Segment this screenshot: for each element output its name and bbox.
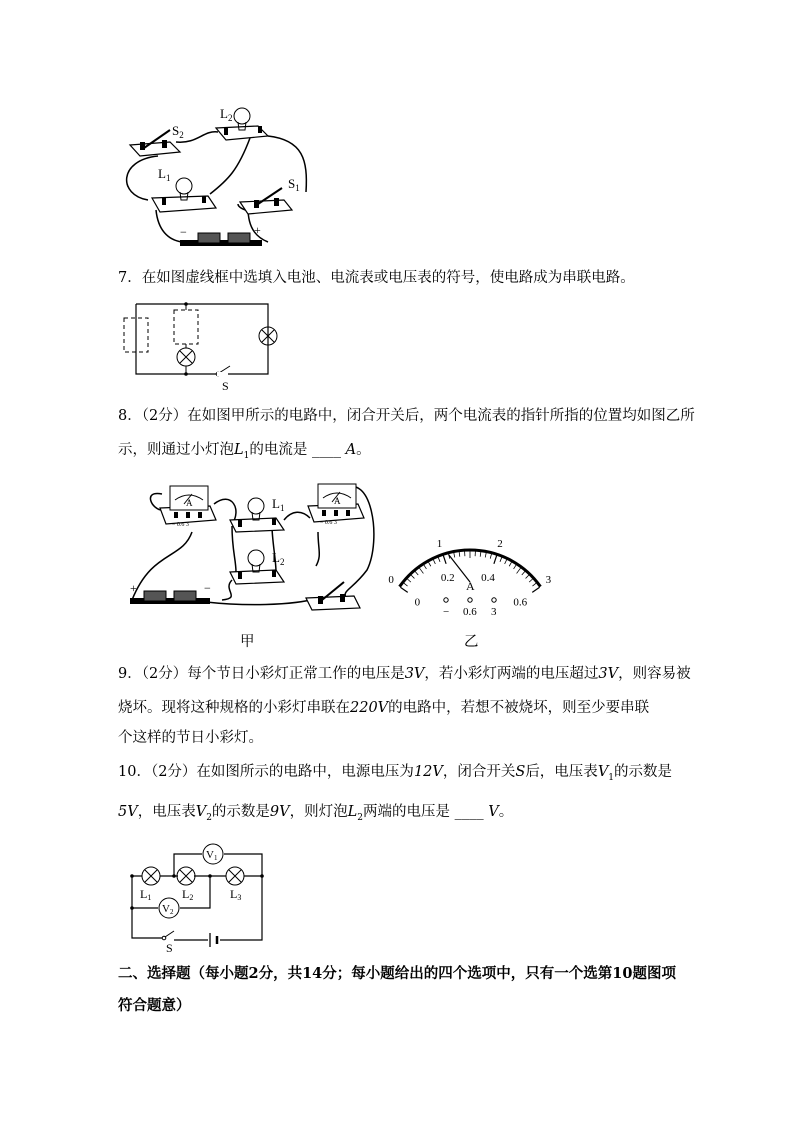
dial-tick xyxy=(454,553,455,558)
dial-inner-label: 0.4 xyxy=(481,572,495,585)
svg-text:−: − xyxy=(204,581,211,595)
svg-text:L1: L1 xyxy=(140,887,152,902)
q8-answer-blank[interactable]: ____ xyxy=(311,442,341,458)
dial-tick xyxy=(505,559,507,564)
svg-text:3: 3 xyxy=(491,606,497,618)
dial-tick xyxy=(517,568,521,574)
l2-label: L xyxy=(220,106,228,121)
battery-pack xyxy=(180,233,262,246)
dial-tick xyxy=(428,562,430,566)
dial-unit: A xyxy=(466,579,475,593)
battery xyxy=(210,933,217,947)
s1-label: S xyxy=(288,176,296,191)
svg-text:V2: V2 xyxy=(162,903,174,916)
voltmeter-v2 xyxy=(159,898,179,918)
battery-pack xyxy=(130,591,210,604)
svg-text:L2: $L_2$ xyxy=(272,550,285,567)
jia-l1-label: L xyxy=(272,496,280,511)
dial-tick xyxy=(438,557,440,562)
dial-tick xyxy=(509,562,511,566)
q7-circuit-figure xyxy=(118,296,278,396)
dial-tick xyxy=(404,583,408,586)
svg-text:A: A xyxy=(186,498,193,508)
svg-text:L1: $L_1$ xyxy=(272,496,285,513)
dial-tick xyxy=(424,565,427,569)
lamp-l3 xyxy=(226,867,244,885)
ammeter-right xyxy=(308,484,364,526)
dial-tick xyxy=(526,575,529,579)
svg-text:−: − xyxy=(443,606,450,618)
jia-l2-label: L xyxy=(272,550,280,565)
dial-inner-label: 0.2 xyxy=(440,572,455,585)
q8-fig-yi-dial xyxy=(388,518,558,618)
svg-text:0.6: 0.6 xyxy=(463,606,477,618)
caption-jia: 甲 xyxy=(240,634,255,650)
lamp-l1 xyxy=(142,867,160,885)
q6-circuit-figure xyxy=(118,100,328,250)
dial-tick xyxy=(529,579,533,582)
dial-tick xyxy=(459,552,460,557)
switch-s xyxy=(162,931,174,940)
dial-tick xyxy=(532,583,536,586)
q8-line2: 示，则通过小灯泡$L_1$的电流是 ____ A。 xyxy=(118,442,371,461)
dial-tick xyxy=(532,587,539,592)
svg-text:− 0.6 3: − 0.6 3 xyxy=(172,522,189,528)
dial-tick xyxy=(419,568,423,574)
switch-s1 xyxy=(240,188,292,214)
svg-text:L2: L2 xyxy=(182,887,194,902)
q9-line1: 9．（2分）每个节日小彩灯正常工作的电压是3V，若小彩灯两端的电压超过3V，则容易被 xyxy=(118,666,691,682)
dial-tick xyxy=(433,559,435,564)
dial-tick xyxy=(494,555,497,564)
dial-tick xyxy=(400,587,407,592)
q10-line2: 5V，电压表$V_2$的示数是9V，则灯泡$L_2$两端的电压是 ____ V。 xyxy=(118,804,514,823)
dial-inner-label: 0.6 xyxy=(513,596,528,609)
svg-text:V1: V1 xyxy=(206,849,218,862)
svg-text:L1: $L_1$ xyxy=(158,166,171,183)
voltmeter-v1 xyxy=(203,844,223,864)
dial-tick xyxy=(522,571,525,575)
dial-outer-label: 1 xyxy=(436,537,443,550)
dial-outer-label: 3 xyxy=(545,573,552,586)
q10-line1: 10．（2分）在如图所示的电路中，电源电压为12V，闭合开关S后，电压表$V_1$的示数是 xyxy=(118,764,673,783)
svg-text:S2: $S_2$ xyxy=(172,123,184,140)
dial-tick xyxy=(514,565,517,569)
svg-text:+: + xyxy=(130,581,137,595)
dial-tick xyxy=(443,555,446,564)
svg-text:S1: $S_1$ xyxy=(288,176,300,193)
q10-answer-blank[interactable]: ____ xyxy=(454,804,484,820)
dial-terminals xyxy=(443,598,497,618)
battery-plus: + xyxy=(254,223,261,237)
svg-text:S: S xyxy=(166,941,173,955)
q9-line3: 个这样的节日小彩灯。 xyxy=(118,730,263,746)
dial-tick xyxy=(415,571,418,575)
battery-minus: − xyxy=(180,225,187,239)
dial-tick xyxy=(480,552,481,557)
q9-line2: 烧坏。现将这种规格的小彩灯串联在220V的电路中，若想不被烧坏，则至少要串联 xyxy=(118,700,650,716)
dial-outer-label: 2 xyxy=(497,537,503,550)
q7-text: 7．在如图虚线框中选填入电池、电流表或电压表的符号，使电路成为串联电路。 xyxy=(118,270,635,286)
caption-yi: 乙 xyxy=(464,634,479,650)
section2-line1: 二、选择题（每小题2分，共14分；每小题给出的四个选项中，只有一个选第10题图项 xyxy=(118,965,676,982)
lamp-symbol-middle xyxy=(177,348,195,366)
dial-tick xyxy=(490,554,491,559)
dial-tick xyxy=(411,575,414,579)
svg-text:L3: L3 xyxy=(230,887,242,902)
dial-inner-label: 0 xyxy=(414,596,421,609)
switch-s-label: S xyxy=(222,379,229,393)
lamp-l1 xyxy=(152,178,216,212)
svg-text:A: A xyxy=(334,496,341,506)
dial-tick xyxy=(407,579,411,582)
q10-circuit-figure xyxy=(124,840,274,955)
q8-fig-jia xyxy=(122,480,372,620)
lamp-l2 xyxy=(177,867,195,885)
s2-label: S xyxy=(172,123,180,138)
dial-outer-label: 0 xyxy=(388,573,394,586)
dashed-box-middle xyxy=(174,310,198,344)
l1-label: L xyxy=(158,166,166,181)
dial-tick xyxy=(500,557,502,562)
svg-text:L2: $L_2$ xyxy=(220,106,233,123)
svg-text:− 0.6 3: − 0.6 3 xyxy=(320,520,337,526)
ammeter-left xyxy=(160,486,216,528)
q8-line1: 8．（2分）在如图甲所示的电路中，闭合开关后，两个电流表的指针所指的位置均如图乙所 xyxy=(118,408,695,424)
dial-tick xyxy=(485,553,486,558)
section2-line2: 符合题意） xyxy=(118,997,191,1014)
